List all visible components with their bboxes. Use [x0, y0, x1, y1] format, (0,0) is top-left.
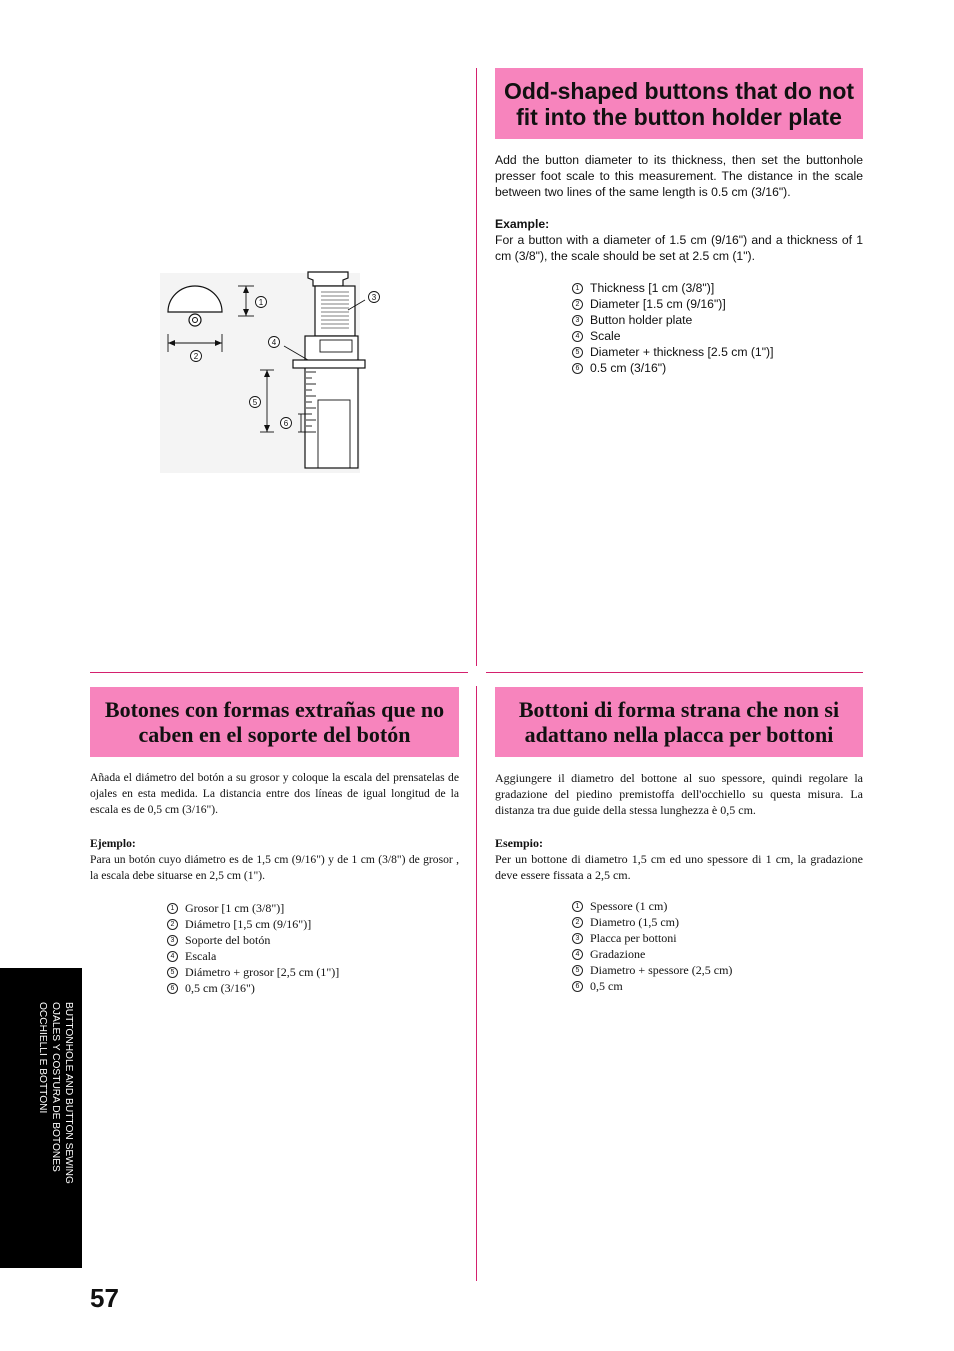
it-example-text: Per un bottone di diametro 1,5 cm ed uno spessore di 1 cm, la gradazione deve essere fissata a 2,5 cm. — [495, 852, 863, 882]
callout-4: 4 — [271, 338, 277, 347]
it-section-title — [495, 687, 863, 757]
it-example-label: Esempio: — [495, 836, 543, 850]
es-example — [90, 836, 459, 884]
callout-number: 5 — [572, 965, 583, 976]
list-item — [572, 312, 773, 328]
list-item-text: Gradazione — [590, 947, 646, 962]
callout-2: 2 — [193, 352, 199, 361]
callout-number: 5 — [572, 347, 583, 358]
list-item — [167, 900, 339, 916]
callout-number: 3 — [167, 935, 178, 946]
list-item — [167, 916, 339, 932]
callout-number: 4 — [167, 951, 178, 962]
section-rule-left — [90, 672, 468, 673]
section-rule-right — [486, 672, 863, 673]
es-example-text: Para un botón cuyo diámetro es de 1,5 cm (9/16") y de 1 cm (3/8") de grosor , la escala debe situarse en 2,5 cm (1"). — [90, 853, 459, 882]
es-body — [90, 770, 459, 818]
slider-bar — [293, 360, 365, 368]
en-example-text: For a button with a diameter of 1.5 cm (9/16") and a thickness of 1 cm (3/8"), the scale should be set at 2.5 cm (1"). — [495, 233, 863, 263]
en-legend-list — [572, 280, 773, 377]
list-item — [572, 344, 773, 360]
list-item-text: Diameter [1.5 cm (9/16")] — [590, 297, 726, 312]
en-body-text: Add the button diameter to its thickness, then set the buttonhole presser foot scale to this measurement. The distance in the scale between two lines of the same length is 0.5 cm (3/16"). — [495, 153, 863, 199]
odd-button-dome — [168, 286, 222, 312]
callout-number: 2 — [167, 919, 178, 930]
list-item-text: Diametro + spessore (2,5 cm) — [590, 963, 733, 978]
list-item — [572, 914, 732, 930]
button-presser-foot-figure — [160, 268, 400, 478]
callout-number: 2 — [572, 917, 583, 928]
chapter-side-tab-text — [35, 1002, 75, 1242]
list-item — [167, 980, 339, 996]
list-item-text: Diámetro + grosor [2,5 cm (1")] — [185, 965, 340, 980]
callout-number: 6 — [572, 981, 583, 992]
list-item-text: Thickness [1 cm (3/8")] — [590, 281, 715, 295]
list-item — [572, 898, 732, 914]
list-item-text: Diameter + thickness [2.5 cm (1")] — [590, 345, 774, 360]
callout-number: 4 — [572, 949, 583, 960]
list-item-text: 0.5 cm (3/16") — [590, 361, 667, 376]
list-item — [572, 962, 732, 978]
en-example — [495, 216, 863, 264]
es-title-text: Botones con formas extrañas que no caben en el soporte del botón — [104, 697, 445, 747]
callout-number: 2 — [572, 299, 583, 310]
list-item — [167, 964, 339, 980]
chapter-title-it: OCCHIELLI E BOTTONI — [37, 1002, 48, 1114]
list-item — [572, 930, 732, 946]
list-item-text: 0,5 cm (3/16") — [185, 981, 255, 996]
it-example — [495, 835, 863, 883]
es-body-text: Añada el diámetro del botón a su grosor y coloque la escala del prensatelas de ojales en esta medida. La distancia entre dos líneas de igual longitud de la escala es de 0,5 cm (3/16"). — [90, 771, 459, 816]
list-item — [572, 978, 732, 994]
list-item-text: Escala — [185, 949, 217, 964]
list-item — [572, 296, 773, 312]
list-item — [572, 360, 773, 376]
es-legend-list — [167, 900, 339, 997]
callout-number: 6 — [167, 983, 178, 994]
list-item — [572, 328, 773, 344]
callout-number: 5 — [167, 967, 178, 978]
list-item-text: Scale — [590, 329, 621, 344]
button-holder-plate — [315, 286, 355, 336]
callout-number: 3 — [572, 933, 583, 944]
callout-number: 1 — [167, 903, 178, 914]
callout-number: 1 — [572, 283, 583, 294]
en-example-label: Example: — [495, 217, 550, 231]
callout-number: 6 — [572, 363, 583, 374]
list-item-text: Diametro (1,5 cm) — [590, 915, 679, 930]
list-item-text: Button holder plate — [590, 313, 693, 328]
it-title-text: Bottoni di forma strana che non si adattano nella placca per bottoni — [518, 697, 840, 747]
presser-foot-top — [308, 272, 348, 286]
chapter-title-es: OJALES Y COSTURA DE BOTONES — [50, 1002, 61, 1172]
list-item — [572, 946, 732, 962]
list-item-text: Spessore (1 cm) — [590, 899, 668, 913]
column-divider-top — [476, 68, 477, 666]
it-body-text: Aggiungere il diametro del bottone al suo spessore, quindi regolare la gradazione del piedino premistoffa dell'occhiello su questa misura. La distanza tra due guide della stessa lunghezza è 0,5 cm. — [495, 771, 863, 817]
column-divider-bottom — [476, 686, 477, 1281]
callout-number: 1 — [572, 901, 583, 912]
chapter-title-en: BUTTONHOLE AND BUTTON SEWING — [63, 1002, 74, 1184]
es-section-title — [90, 687, 459, 757]
callout-number: 4 — [572, 331, 583, 342]
callout-1: 1 — [258, 298, 264, 307]
list-item-text: Grosor [1 cm (3/8")] — [185, 901, 285, 915]
callout-6: 6 — [283, 419, 289, 428]
callout-3: 3 — [371, 293, 377, 302]
list-item-text: Placca per bottoni — [590, 931, 677, 946]
en-section-title — [495, 68, 863, 139]
es-example-label: Ejemplo: — [90, 837, 136, 850]
list-item — [167, 932, 339, 948]
page-number: 57 — [90, 1283, 119, 1313]
callout-5: 5 — [252, 398, 258, 407]
callout-number: 3 — [572, 315, 583, 326]
en-body — [495, 152, 863, 200]
en-title-text: Odd-shaped buttons that do not fit into the button holder plate — [503, 77, 855, 130]
button-shank — [189, 314, 201, 326]
it-body — [495, 770, 863, 818]
list-item — [167, 948, 339, 964]
list-item-text: 0,5 cm — [590, 979, 623, 994]
list-item-text: Diámetro [1,5 cm (9/16")] — [185, 917, 312, 932]
list-item-text: Soporte del botón — [185, 933, 271, 948]
it-legend-list — [572, 898, 732, 995]
list-item — [572, 280, 773, 296]
